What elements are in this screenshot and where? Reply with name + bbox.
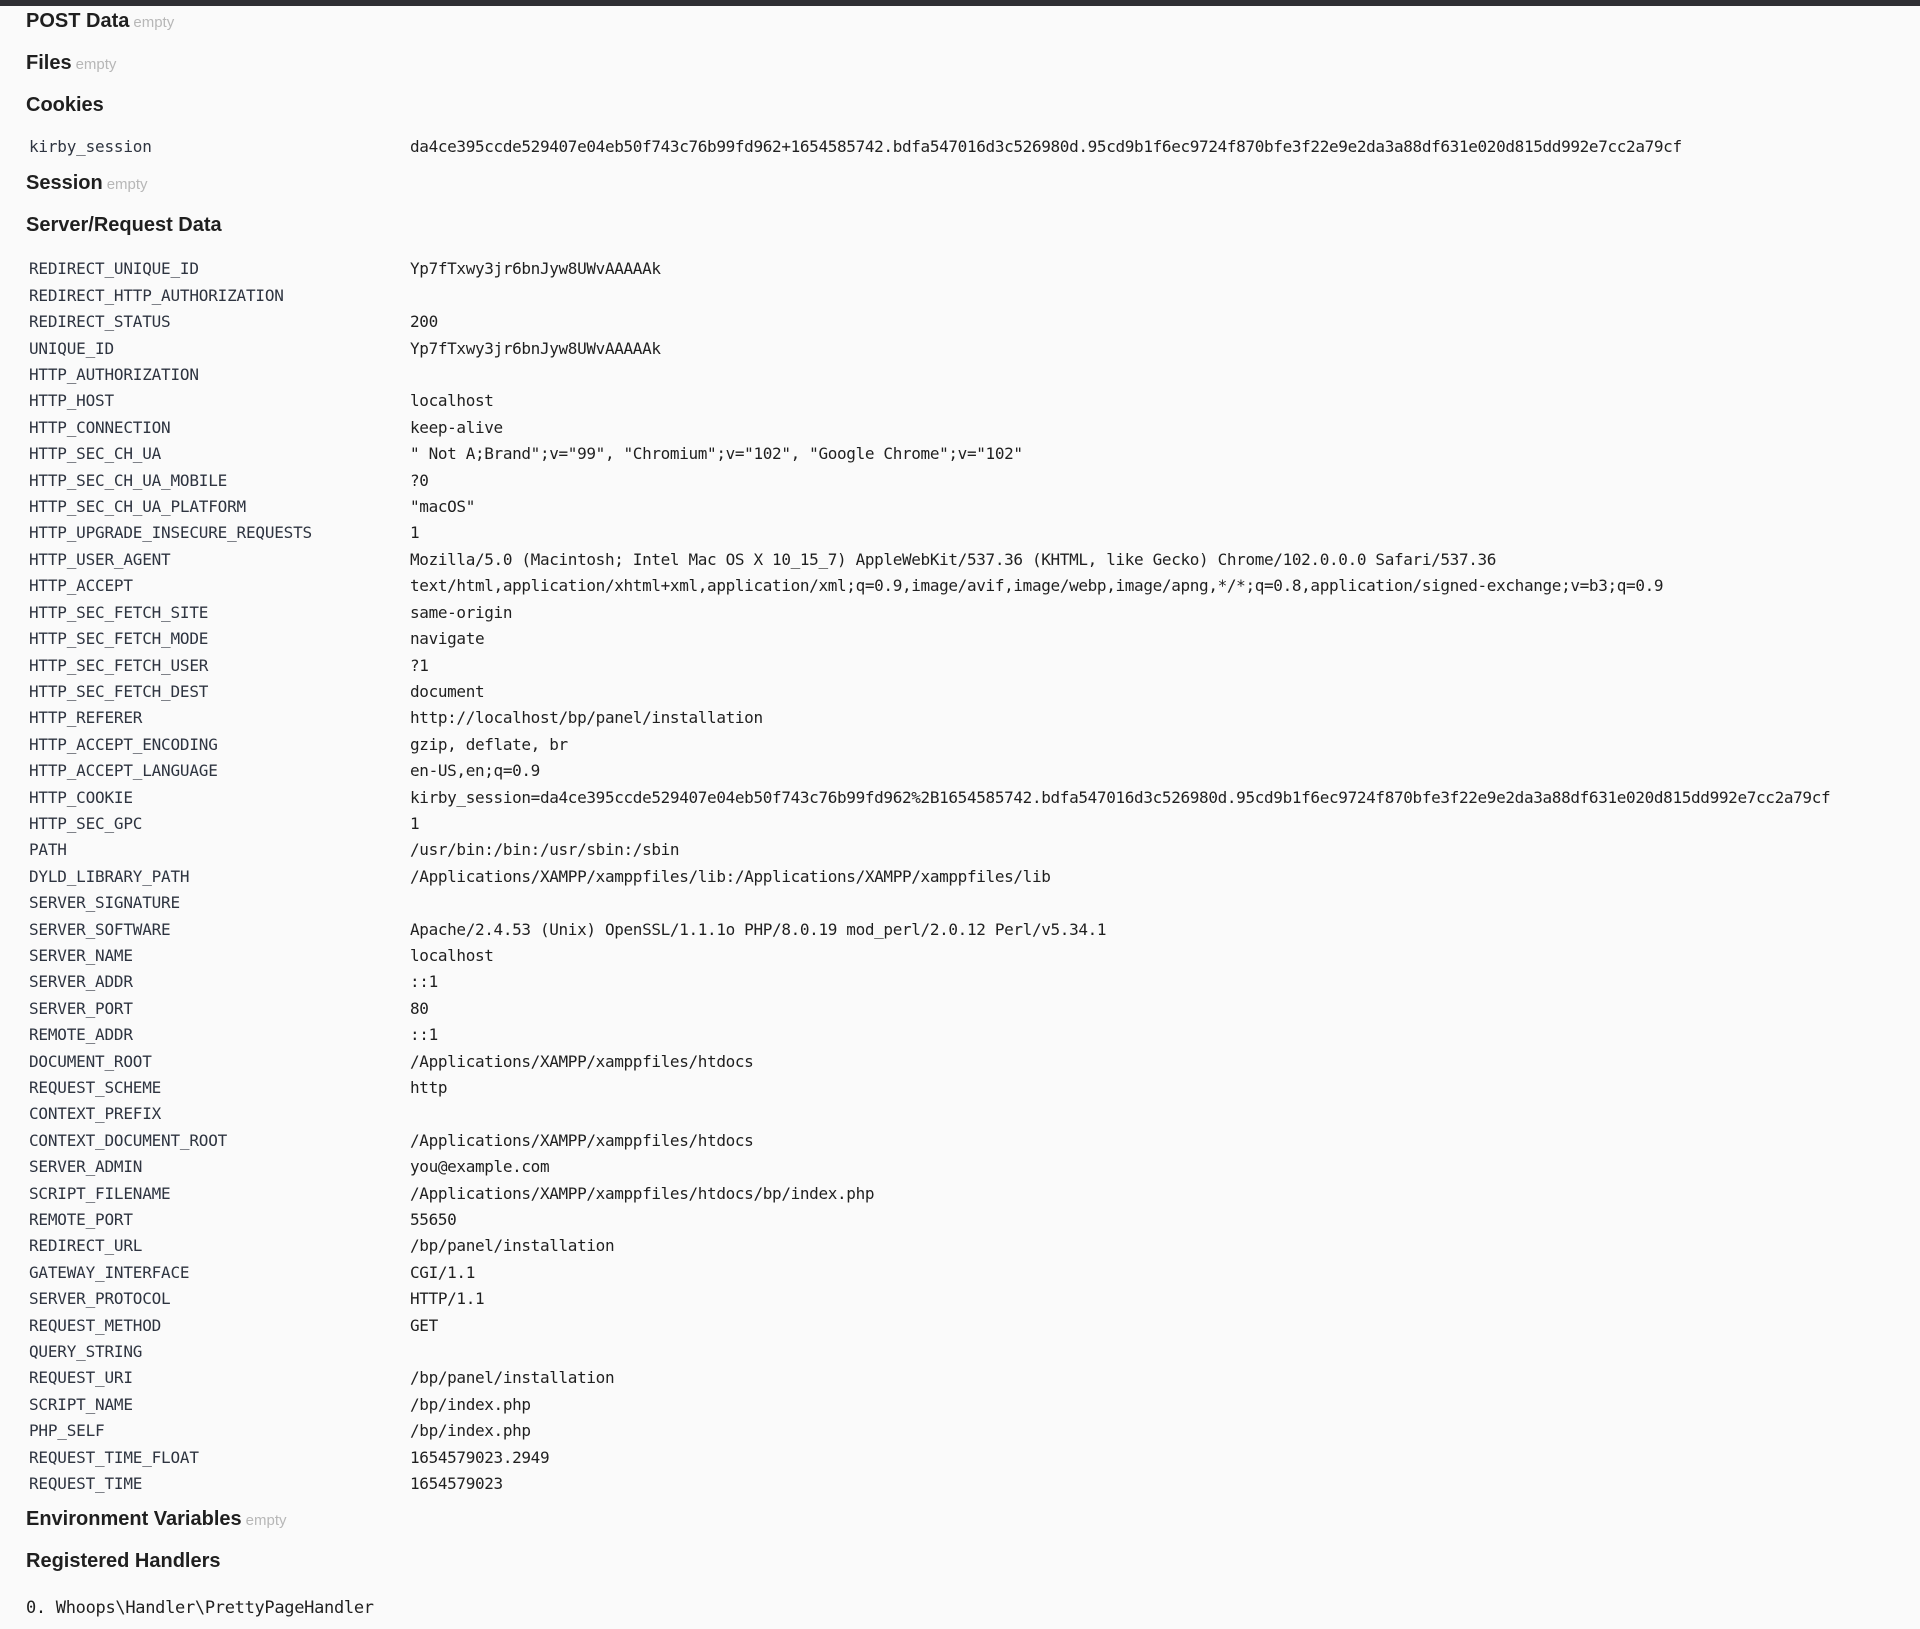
session-heading: [26, 168, 1906, 210]
server-data-row: [29, 705, 1830, 731]
post-data-title: POST Data: [26, 10, 130, 32]
server-data-row: [29, 811, 1830, 837]
row-value: same-origin: [410, 602, 513, 622]
server-data-row: [29, 283, 1830, 309]
row-key: HTTP_CONNECTION: [29, 417, 171, 437]
row-key: REQUEST_URI: [29, 1368, 133, 1388]
row-key: SERVER_PORT: [29, 998, 133, 1018]
server-data-row: [29, 336, 1830, 362]
row-key: HTTP_AUTHORIZATION: [29, 365, 199, 385]
row-key: HTTP_SEC_FETCH_MODE: [29, 629, 209, 649]
row-key: PATH: [29, 840, 67, 860]
row-key: HTTP_SEC_GPC: [29, 813, 143, 833]
server-data-row: [29, 626, 1830, 652]
row-key: CONTEXT_PREFIX: [29, 1104, 162, 1124]
details-panel: [26, 6, 1906, 1622]
server-data-row: [29, 969, 1830, 995]
server-request-table: [29, 256, 1830, 1497]
row-value: /Applications/XAMPP/xamppfiles/htdocs: [410, 1051, 754, 1071]
row-value: 55650: [410, 1210, 457, 1230]
row-key: HTTP_REFERER: [29, 708, 143, 728]
server-request-title: Server/Request Data: [26, 214, 222, 237]
row-key: REMOTE_ADDR: [29, 1025, 133, 1045]
registered-handlers-list: [26, 1594, 1906, 1622]
row-value: da4ce395ccde529407e04eb50f743c76b99fd962+1654585742.bdfa547016d3c526980d.95cd9b1f6ec9724f870bfe3f22e9e2da3a88df631e020d815dd992e7cc2a79cf: [410, 137, 1682, 156]
row-key: PHP_SELF: [29, 1421, 105, 1441]
server-data-row: [29, 785, 1830, 811]
row-value: [410, 362, 1830, 388]
row-value: kirby_session=da4ce395ccde529407e04eb50f743c76b99fd962%2B1654585742.bdfa547016d3c526980d.95cd9b1f6ec9724f870bfe3f22e9e2da3a88df631e020d815dd992e7cc2a79cf: [410, 787, 1831, 807]
row-key: REDIRECT_STATUS: [29, 312, 171, 332]
row-value: ::1: [410, 972, 438, 992]
server-data-row: [29, 494, 1830, 520]
server-data-row: [29, 1049, 1830, 1075]
server-data-row: [29, 600, 1830, 626]
server-data-row: [29, 415, 1830, 441]
server-data-row: [29, 837, 1830, 863]
server-request-table-body: [29, 256, 1830, 1497]
row-key: HTTP_HOST: [29, 391, 114, 411]
cookies-table-body: [29, 134, 1682, 160]
row-value: 1: [410, 523, 420, 543]
server-data-row: [29, 1154, 1830, 1180]
row-key: DYLD_LIBRARY_PATH: [29, 866, 190, 886]
row-key: HTTP_SEC_FETCH_DEST: [29, 681, 209, 701]
server-data-row: [29, 943, 1830, 969]
server-data-row: [29, 1445, 1830, 1471]
server-data-row: [29, 1101, 1830, 1127]
row-value: " Not A;Brand";v="99", "Chromium";v="102", "Google Chrome";v="102": [410, 444, 1023, 464]
row-value: /Applications/XAMPP/xamppfiles/htdocs: [410, 1130, 754, 1150]
row-value: /Applications/XAMPP/xamppfiles/htdocs/bp/index.php: [410, 1183, 875, 1203]
row-value: [410, 1339, 1830, 1365]
server-data-row: [29, 441, 1830, 467]
row-value: 1654579023.2949: [410, 1447, 550, 1467]
row-key: HTTP_COOKIE: [29, 787, 133, 807]
server-data-row: [29, 468, 1830, 494]
row-value: ?0: [410, 470, 429, 490]
row-key: UNIQUE_ID: [29, 338, 114, 358]
row-value: [410, 890, 1830, 916]
row-value: 200: [410, 312, 438, 332]
files-empty-label: empty: [75, 56, 117, 73]
row-value: GET: [410, 1315, 438, 1335]
server-data-row: [29, 388, 1830, 414]
server-data-row: [29, 256, 1830, 282]
row-key: HTTP_ACCEPT: [29, 576, 133, 596]
row-key: kirby_session: [29, 137, 152, 156]
row-key: HTTP_ACCEPT_LANGUAGE: [29, 761, 218, 781]
row-value: http: [410, 1078, 448, 1097]
files-heading: [26, 48, 1906, 90]
server-data-row: [29, 362, 1830, 388]
environment-variables-empty-label: empty: [245, 1511, 287, 1529]
environment-variables-title: Environment Variables: [26, 1507, 242, 1530]
row-value: [410, 283, 1830, 309]
registered-handlers-heading: [26, 1546, 1906, 1588]
row-key: HTTP_SEC_CH_UA: [29, 444, 162, 464]
row-key: SERVER_ADMIN: [29, 1157, 143, 1177]
row-value: "macOS": [410, 497, 475, 517]
row-value: /bp/index.php: [410, 1394, 531, 1414]
row-value: CGI/1.1: [410, 1262, 475, 1282]
server-data-row: [29, 547, 1830, 573]
server-data-row: [29, 996, 1830, 1022]
row-key: HTTP_SEC_FETCH_USER: [29, 655, 209, 675]
cookies-table: [29, 134, 1682, 160]
row-value: http://localhost/bp/panel/installation: [410, 708, 763, 728]
row-key: CONTEXT_DOCUMENT_ROOT: [29, 1130, 228, 1150]
row-key: SERVER_NAME: [29, 945, 133, 965]
row-value: Apache/2.4.53 (Unix) OpenSSL/1.1.1o PHP/8.0.19 mod_perl/2.0.12 Perl/v5.34.1: [410, 919, 1107, 939]
server-data-row: [29, 732, 1830, 758]
server-data-row: [29, 1418, 1830, 1444]
row-value: localhost: [410, 391, 494, 411]
post-data-empty-label: empty: [133, 14, 175, 31]
row-key: DOCUMENT_ROOT: [29, 1051, 152, 1071]
server-data-row: [29, 1075, 1830, 1101]
row-value: Mozilla/5.0 (Macintosh; Intel Mac OS X 10_15_7) AppleWebKit/537.36 (KHTML, like Gecko) Chrome/102.0.0.0 Safari/537.36: [410, 549, 1497, 569]
row-value: Yp7fTxwy3jr6bnJyw8UWvAAAAAk: [410, 338, 661, 358]
row-key: SERVER_SIGNATURE: [29, 893, 180, 913]
row-key: REMOTE_PORT: [29, 1210, 133, 1230]
row-key: REDIRECT_URL: [29, 1236, 143, 1256]
row-value: /Applications/XAMPP/xamppfiles/lib:/Applications/XAMPP/xamppfiles/lib: [410, 866, 1051, 886]
handler-item: 0. Whoops\Handler\PrettyPageHandler: [26, 1597, 374, 1618]
row-value: /bp/panel/installation: [410, 1236, 615, 1256]
row-value: document: [410, 681, 485, 701]
row-value: /usr/bin:/bin:/usr/sbin:/sbin: [410, 840, 680, 860]
row-key: HTTP_UPGRADE_INSECURE_REQUESTS: [29, 523, 312, 543]
server-data-row: [29, 1339, 1830, 1365]
row-key: HTTP_SEC_FETCH_SITE: [29, 602, 209, 622]
server-data-row: [29, 890, 1830, 916]
server-data-row: [29, 1365, 1830, 1391]
row-value: navigate: [410, 629, 485, 649]
server-data-row: [29, 1313, 1830, 1339]
row-value: ::1: [410, 1025, 438, 1045]
row-key: SCRIPT_FILENAME: [29, 1183, 171, 1203]
server-data-row: [29, 758, 1830, 784]
row-key: HTTP_USER_AGENT: [29, 549, 171, 569]
server-data-row: [29, 917, 1830, 943]
row-key: REDIRECT_HTTP_AUTHORIZATION: [29, 285, 284, 305]
cookies-heading: [26, 90, 1906, 132]
server-data-row: [29, 1471, 1830, 1497]
server-data-row: [29, 1233, 1830, 1259]
environment-variables-heading: [26, 1504, 1906, 1546]
server-data-row: [29, 1392, 1830, 1418]
files-title: Files: [26, 52, 72, 74]
row-key: SERVER_ADDR: [29, 972, 133, 992]
server-data-row: [29, 864, 1830, 890]
server-data-row: [29, 1286, 1830, 1312]
server-request-heading: [26, 210, 1906, 252]
row-key: REQUEST_TIME_FLOAT: [29, 1447, 199, 1467]
row-value: ?1: [410, 655, 429, 675]
cookies-title: Cookies: [26, 94, 104, 116]
server-data-row: [29, 1128, 1830, 1154]
row-key: QUERY_STRING: [29, 1342, 143, 1362]
registered-handlers-title: Registered Handlers: [26, 1549, 221, 1572]
row-key: REQUEST_TIME: [29, 1474, 143, 1494]
server-data-row: [29, 1181, 1830, 1207]
cookie-row: [29, 134, 1682, 160]
session-title: Session: [26, 172, 103, 195]
post-data-heading: [26, 6, 1906, 48]
row-key: HTTP_ACCEPT_ENCODING: [29, 734, 218, 754]
row-value: Yp7fTxwy3jr6bnJyw8UWvAAAAAk: [410, 259, 661, 279]
row-value: gzip, deflate, br: [410, 734, 568, 754]
session-empty-label: empty: [106, 176, 148, 194]
row-value: en-US,en;q=0.9: [410, 761, 540, 781]
server-data-row: [29, 1260, 1830, 1286]
server-data-row: [29, 573, 1830, 599]
row-value: localhost: [410, 945, 494, 965]
row-value: HTTP/1.1: [410, 1289, 485, 1309]
row-key: HTTP_SEC_CH_UA_MOBILE: [29, 470, 228, 490]
row-key: REQUEST_SCHEME: [29, 1078, 162, 1097]
row-key: REQUEST_METHOD: [29, 1315, 162, 1335]
row-key: GATEWAY_INTERFACE: [29, 1262, 190, 1282]
row-key: SCRIPT_NAME: [29, 1394, 133, 1414]
server-data-row: [29, 1207, 1830, 1233]
server-data-row: [29, 309, 1830, 335]
row-key: SERVER_SOFTWARE: [29, 919, 171, 939]
server-data-row: [29, 679, 1830, 705]
row-value: you@example.com: [410, 1157, 550, 1177]
server-data-row: [29, 1022, 1830, 1048]
server-data-row: [29, 520, 1830, 546]
row-value: /bp/panel/installation: [410, 1368, 615, 1388]
row-value: keep-alive: [410, 417, 503, 437]
row-value: 1654579023: [410, 1474, 503, 1494]
server-data-row: [29, 653, 1830, 679]
row-key: SERVER_PROTOCOL: [29, 1289, 171, 1309]
row-key: HTTP_SEC_CH_UA_PLATFORM: [29, 497, 246, 517]
row-value: text/html,application/xhtml+xml,application/xml;q=0.9,image/avif,image/webp,image/apng,*/*;q=0.8,application/signed-exchange;v=b3;q=0.9: [410, 576, 1664, 596]
row-value: 1: [410, 813, 420, 833]
row-value: /bp/index.php: [410, 1421, 531, 1441]
row-value: 80: [410, 998, 429, 1018]
row-key: REDIRECT_UNIQUE_ID: [29, 259, 199, 279]
row-value: [410, 1101, 1830, 1127]
